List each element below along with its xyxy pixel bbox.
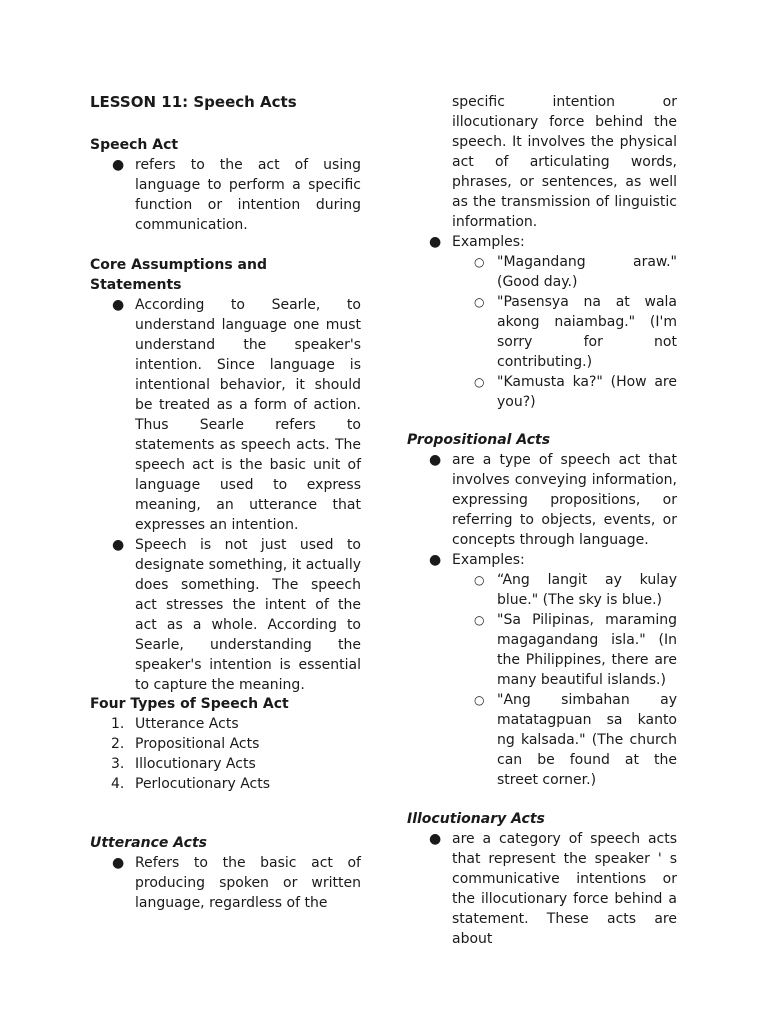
illocutionary-acts-section <box>407 809 677 949</box>
list-item: ● are a type of speech act that involves conveying information, expressing propositions, or referring to objects, events, or concepts through language. <box>429 452 677 548</box>
circle-bullet-icon: ○ <box>474 255 485 269</box>
bullet-icon: ● <box>429 452 442 468</box>
circle-bullet-icon: ○ <box>474 295 485 309</box>
bullet-icon: ● <box>112 537 125 553</box>
page-title: LESSON 11: Speech Acts <box>90 93 297 111</box>
bullet-icon: ● <box>112 157 125 173</box>
list-item: ● Examples: <box>429 552 525 568</box>
circle-bullet-icon: ○ <box>474 573 485 587</box>
list-item: ● According to Searle, to understand language one must understand the speaker's intention. Since language is intentional behavior, it should be treated as a form of action. Thus Searle refers to statements as speech acts. The speech act is the basic unit of language used to express meaning, an utterance that expresses an intention. <box>112 297 361 533</box>
list-item: ● Speech is not just used to designate something, it actually does something. The speech act stresses the intent of the act as a whole. According to Searle, understanding the speaker's intention is essential to capture the meaning. <box>112 537 361 693</box>
list-item: ● Refers to the basic act of producing spoken or written language, regardless of the <box>112 855 361 911</box>
bullet-icon: ● <box>112 855 125 871</box>
list-item: 2. Propositional Acts <box>111 736 260 752</box>
bullet-icon: ● <box>112 297 125 313</box>
list-item: specific intention or illocutionary force behind the speech. It involves the physical act of articulating words, phrases, or sentences, as well as the transmission of linguistic information. <box>452 94 677 230</box>
example-item: ○ "Kamusta ka?" (How are you?) <box>474 374 677 410</box>
list-item: 4. Perlocutionary Acts <box>111 776 271 792</box>
circle-bullet-icon: ○ <box>474 613 485 627</box>
speech-act-heading: Speech Act <box>90 137 179 153</box>
bullet-icon: ● <box>429 552 442 568</box>
example-item: ○ “Ang langit ay kulay blue." (The sky is blue.) <box>474 572 677 608</box>
list-item: 1. Utterance Acts <box>111 716 239 732</box>
core-assumptions-heading: Core Assumptions and Statements <box>90 257 267 293</box>
example-item: ○ "Ang simbahan ay matatagpuan sa kanto ng kalsada." (The church can be found at the street corner.) <box>474 692 677 788</box>
illocutionary-acts-heading: Illocutionary Acts <box>407 811 545 827</box>
example-item: ○ "Pasensya na at wala akong naiambag." (I'm sorry for not contributing.) <box>474 294 677 370</box>
utterance-acts-continued <box>407 92 677 412</box>
circle-bullet-icon: ○ <box>474 693 485 707</box>
core-assumptions-section <box>90 255 361 695</box>
propositional-acts-heading: Propositional Acts <box>407 432 551 448</box>
utterance-acts-heading: Utterance Acts <box>90 835 207 851</box>
list-item: ● Examples: <box>429 234 525 250</box>
list-item: 3. Illocutionary Acts <box>111 756 256 772</box>
list-item: ● are a category of speech acts that represent the speaker ' s communicative intentions or the illocutionary force behind a statement. These acts are about <box>429 831 677 947</box>
bullet-icon: ● <box>429 831 442 847</box>
bullet-icon: ● <box>429 234 442 250</box>
propositional-acts-section <box>407 430 677 790</box>
list-item: ● refers to the act of using language to perform a specific function or intention during communication. <box>112 157 361 233</box>
utterance-acts-section <box>90 833 361 913</box>
four-types-section <box>90 694 361 794</box>
example-item: ○ "Sa Pilipinas, maraming magagandang isla." (In the Philippines, there are many beautiful islands.) <box>474 612 677 688</box>
speech-act-section <box>90 135 361 235</box>
four-types-heading: Four Types of Speech Act <box>90 696 289 712</box>
circle-bullet-icon: ○ <box>474 375 485 389</box>
example-item: ○ "Magandang araw." (Good day.) <box>474 254 677 290</box>
